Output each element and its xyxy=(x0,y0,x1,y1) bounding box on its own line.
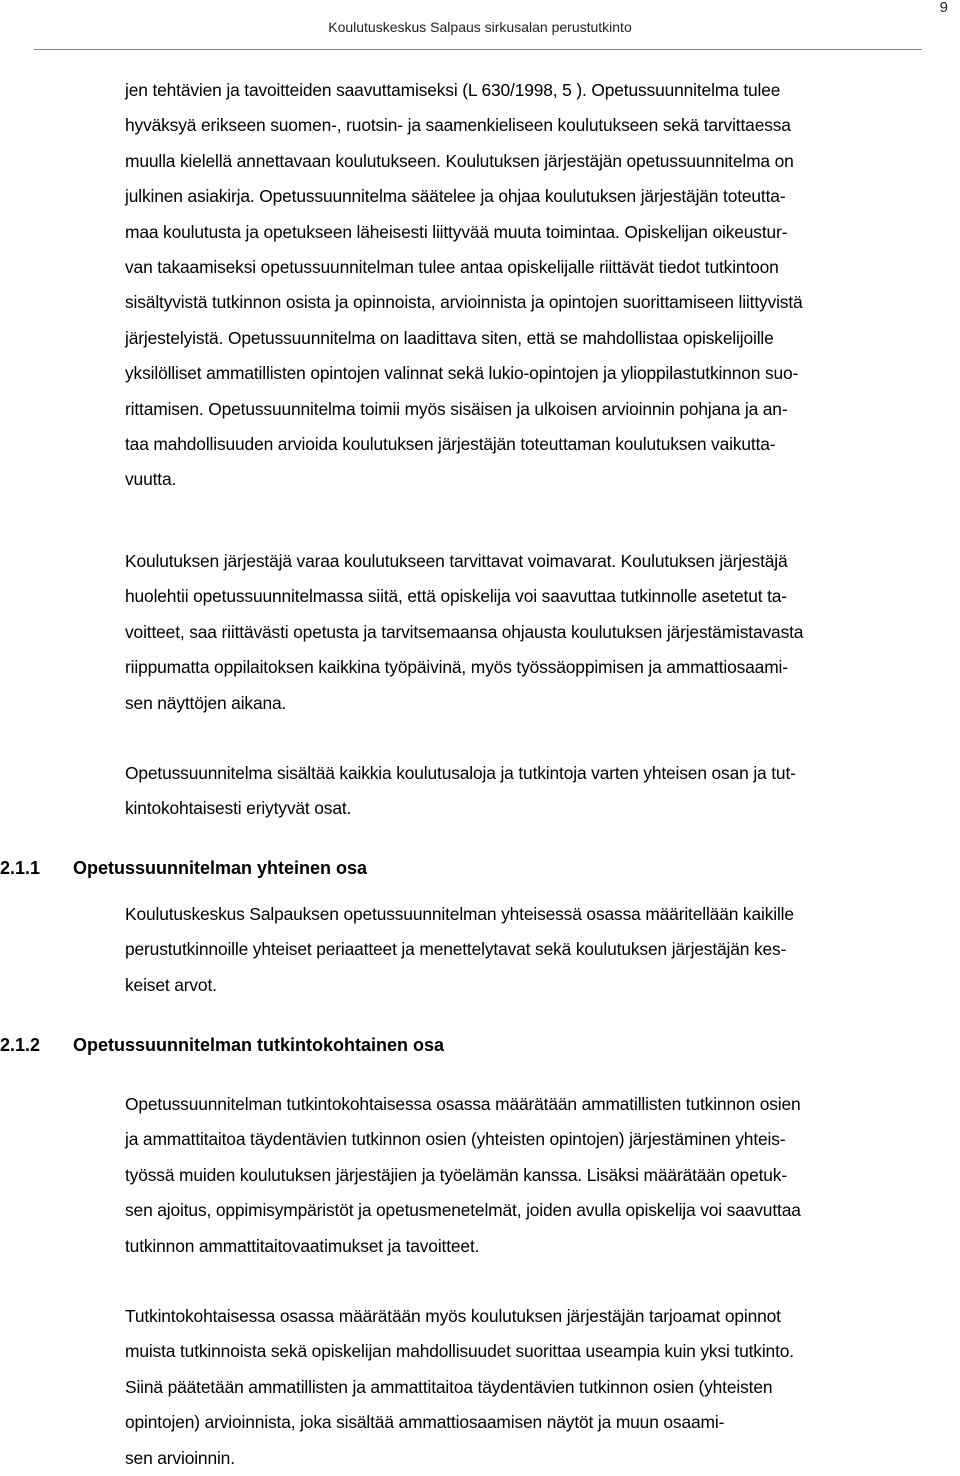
header-divider xyxy=(34,49,922,50)
text-line: yksilölliset ammatillisten opintojen valinnat sekä lukio-opintojen ja ylioppilastutkinnon suo- xyxy=(125,363,799,384)
text-line: voitteet, saa riittävästi opetusta ja tarvitsemaansa ohjausta koulutuksen järjestämistavasta xyxy=(125,621,804,642)
page-number: 9 xyxy=(939,0,948,16)
section-number: 2.1.1 xyxy=(0,858,41,878)
text-line: sisältyvistä tutkinnon osista ja opinnoista, arvioinnista ja opintojen suorittamiseen liittyvistä xyxy=(125,292,803,313)
text-line: sen arvioinnin. xyxy=(125,1447,235,1468)
text-line: vuutta. xyxy=(125,469,177,490)
text-line: järjestelyistä. Opetussuunnitelma on laadittava siten, että se mahdollistaa opiskelijoille xyxy=(125,327,774,348)
paragraph-curriculum-purpose xyxy=(125,73,957,498)
text-line: Koulutuksen järjestäjä varaa koulutukseen tarvittavat voimavarat. Koulutuksen järjestäjä xyxy=(125,551,788,571)
text-line: riippumatta oppilaitoksen kaikkina työpäivinä, myös työssäoppimisen ja ammattiosaami- xyxy=(125,657,788,678)
paragraph-resources xyxy=(125,544,957,721)
text-line: kintokohtaisesti eriytyvät osat. xyxy=(125,798,352,819)
text-line: hyväksyä erikseen suomen-, ruotsin- ja saamenkieliseen koulutukseen sekä tarvittaessa xyxy=(125,115,791,136)
text-line: opintojen) arvioinnista, joka sisältää ammattiosaamisen näytöt ja muun osaami- xyxy=(125,1412,725,1433)
section-number: 2.1.2 xyxy=(0,1035,41,1055)
text-line: Opetussuunnitelman tutkintokohtaisessa osassa määrätään ammatillisten tutkinnon osien xyxy=(125,1094,801,1114)
text-line: huolehtii opetussuunnitelmassa siitä, että opiskelija voi saavuttaa tutkinnolle asetetut ta- xyxy=(125,586,787,607)
section-title: Opetussuunnitelman yhteinen osa xyxy=(73,858,368,878)
text-line: jen tehtävien ja tavoitteiden saavuttamiseksi (L 630/1998, 5 ). Opetussuunnitelma tulee xyxy=(125,80,781,100)
text-line: rittamisen. Opetussuunnitelma toimii myös sisäisen ja ulkoisen arvioinnin pohjana ja an- xyxy=(125,398,788,419)
section-title: Opetussuunnitelman tutkintokohtainen osa xyxy=(73,1035,445,1055)
text-line: sen ajoitus, oppimisympäristöt ja opetusmenetelmät, joiden avulla opiskelija voi saavuttaa xyxy=(125,1200,801,1221)
text-line: perustutkinnoille yhteiset periaatteet ja menettelytavat sekä koulutuksen järjestäjän kes- xyxy=(125,939,787,960)
paragraph-curriculum-parts xyxy=(125,756,957,827)
text-line: Opetussuunnitelma sisältää kaikkia koulutusaloja ja tutkintoja varten yhteisen osan ja tut- xyxy=(125,763,796,783)
text-line: tutkinnon ammattitaitovaatimukset ja tavoitteet. xyxy=(125,1235,480,1256)
paragraph-degree-specific-part xyxy=(125,1087,957,1264)
running-header: Koulutuskeskus Salpaus sirkusalan perustutkinto xyxy=(328,19,632,35)
text-line: julkinen asiakirja. Opetussuunnitelma säätelee ja ohjaa koulutuksen järjestäjän toteutta- xyxy=(125,186,786,207)
text-line: maa koulutusta ja opetukseen läheisesti liittyvää muuta toimintaa. Opiskelijan oikeustur- xyxy=(125,221,788,242)
text-line: muista tutkinnoista sekä opiskelijan mahdollisuudet suorittaa useampia kuin yksi tutkinto. xyxy=(125,1341,794,1362)
text-line: keiset arvot. xyxy=(125,974,217,995)
text-line: työssä muiden koulutuksen järjestäjien ja työelämän kanssa. Lisäksi määrätään opetuk- xyxy=(125,1164,787,1185)
text-line: muulla kielellä annettavaan koulutukseen. Koulutuksen järjestäjän opetussuunnitelma on xyxy=(125,150,794,171)
text-line: sen näyttöjen aikana. xyxy=(125,692,287,713)
text-line: van takaamiseksi opetussuunnitelman tulee antaa opiskelijalle riittävät tiedot tutkintoon xyxy=(125,257,779,278)
text-line: Siinä päätetään ammatillisten ja ammattitaitoa täydentävien tutkinnon osien (yhteisten xyxy=(125,1376,773,1397)
paragraph-common-part xyxy=(125,897,957,1003)
paragraph-other-studies xyxy=(125,1299,957,1476)
text-line: Tutkintokohtaisessa osassa määrätään myös koulutuksen järjestäjän tarjoamat opinnot xyxy=(125,1306,781,1326)
text-line: ja ammattitaitoa täydentävien tutkinnon osien (yhteisten opintojen) järjestäminen yhteis- xyxy=(125,1129,786,1150)
text-line: Koulutuskeskus Salpauksen opetussuunnitelman yhteisessä osassa määritellään kaikille xyxy=(125,904,794,924)
text-line: taa mahdollisuuden arvioida koulutuksen järjestäjän toteuttaman koulutuksen vaikutta- xyxy=(125,434,776,455)
